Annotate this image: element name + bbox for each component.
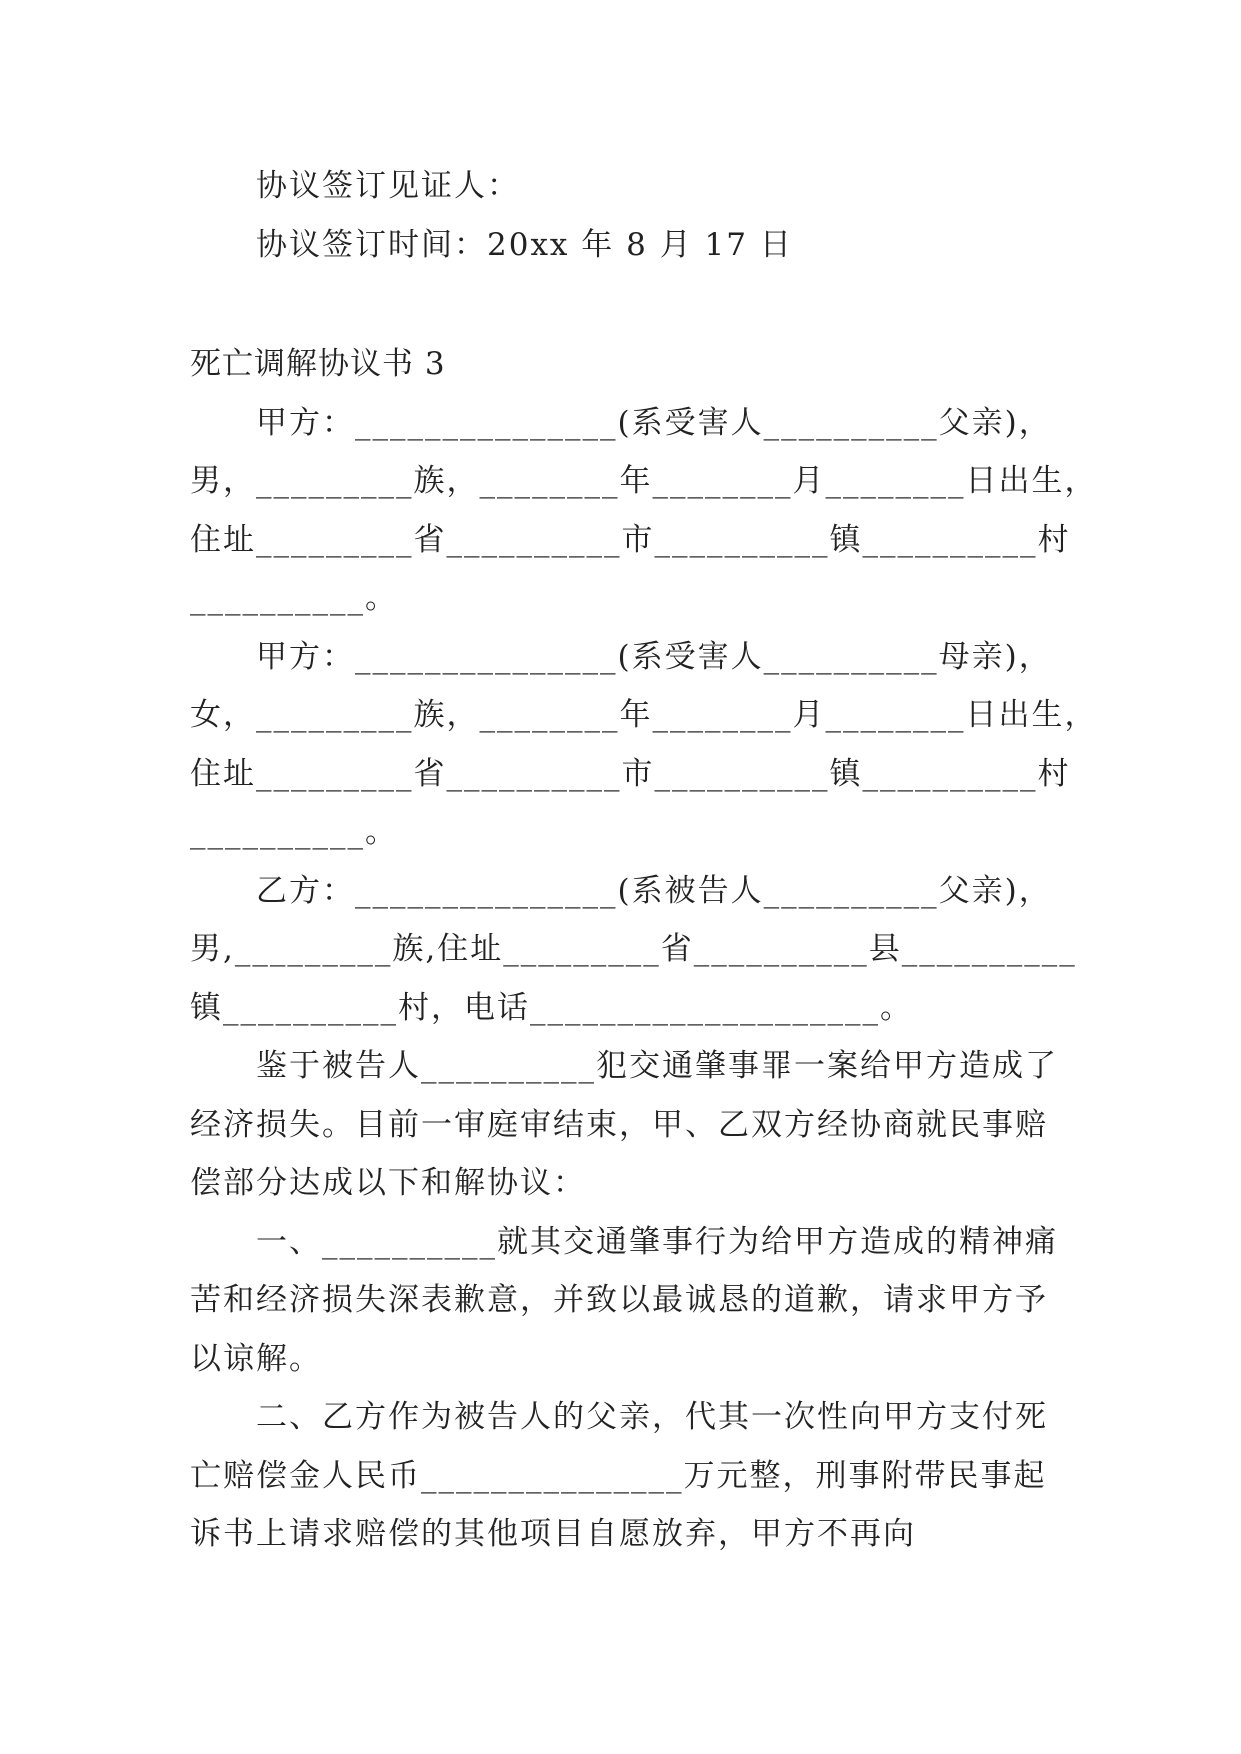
party-a-father-address-line: 住址_________省__________市__________镇__________村 [190,522,1071,558]
document-title: 死亡调解协议书 3 [190,346,446,382]
preamble-line-2: 经济损失。目前一审庭审结束，甲、乙双方经协商就民事赔 [190,1107,1048,1143]
party-a-father-village-line: __________。 [190,580,398,616]
signing-date-line: 协议签订时间：20xx 年 8 月 17 日 [256,227,793,263]
witness-line: 协议签订见证人： [256,168,520,204]
preamble-line-3: 偿部分达成以下和解协议： [190,1165,586,1201]
clause-1-line-1: 一、__________就其交通肇事行为给甲方造成的精神痛 [256,1224,1058,1260]
clause-1-line-3: 以谅解。 [190,1341,322,1377]
party-a-mother-birth-line: 女，_________族，________年________月________日出生， [190,697,1098,733]
party-a-mother-line: 甲方：_______________(系受害人__________母亲)， [256,639,1052,675]
clause-2-line-2: 亡赔偿金人民币_______________万元整，刑事附带民事起 [190,1458,1047,1494]
party-a-father-birth-line: 男，_________族，________年________月________日出生， [190,463,1098,499]
clause-2-line-1: 二、乙方作为被告人的父亲，代其一次性向甲方支付死 [256,1399,1048,1435]
clause-2-line-3: 诉书上请求赔偿的其他项目自愿放弃，甲方不再向 [190,1516,916,1552]
party-b-address-line: 男,_________族,住址_________省__________县__________ [190,931,1077,967]
clause-1-line-2: 苦和经济损失深表歉意，并致以最诚恳的道歉，请求甲方予 [190,1282,1048,1318]
party-a-mother-village-line: __________。 [190,814,398,850]
party-a-father-line: 甲方：_______________(系受害人__________父亲)， [256,405,1052,441]
preamble-line-1: 鉴于被告人__________犯交通肇事罪一案给甲方造成了 [256,1048,1058,1084]
party-b-line: 乙方：_______________(系被告人__________父亲)， [256,873,1052,909]
party-b-phone-line: 镇__________村，电话____________________。 [190,990,913,1026]
party-a-mother-address-line: 住址_________省__________市__________镇__________村 [190,756,1071,792]
